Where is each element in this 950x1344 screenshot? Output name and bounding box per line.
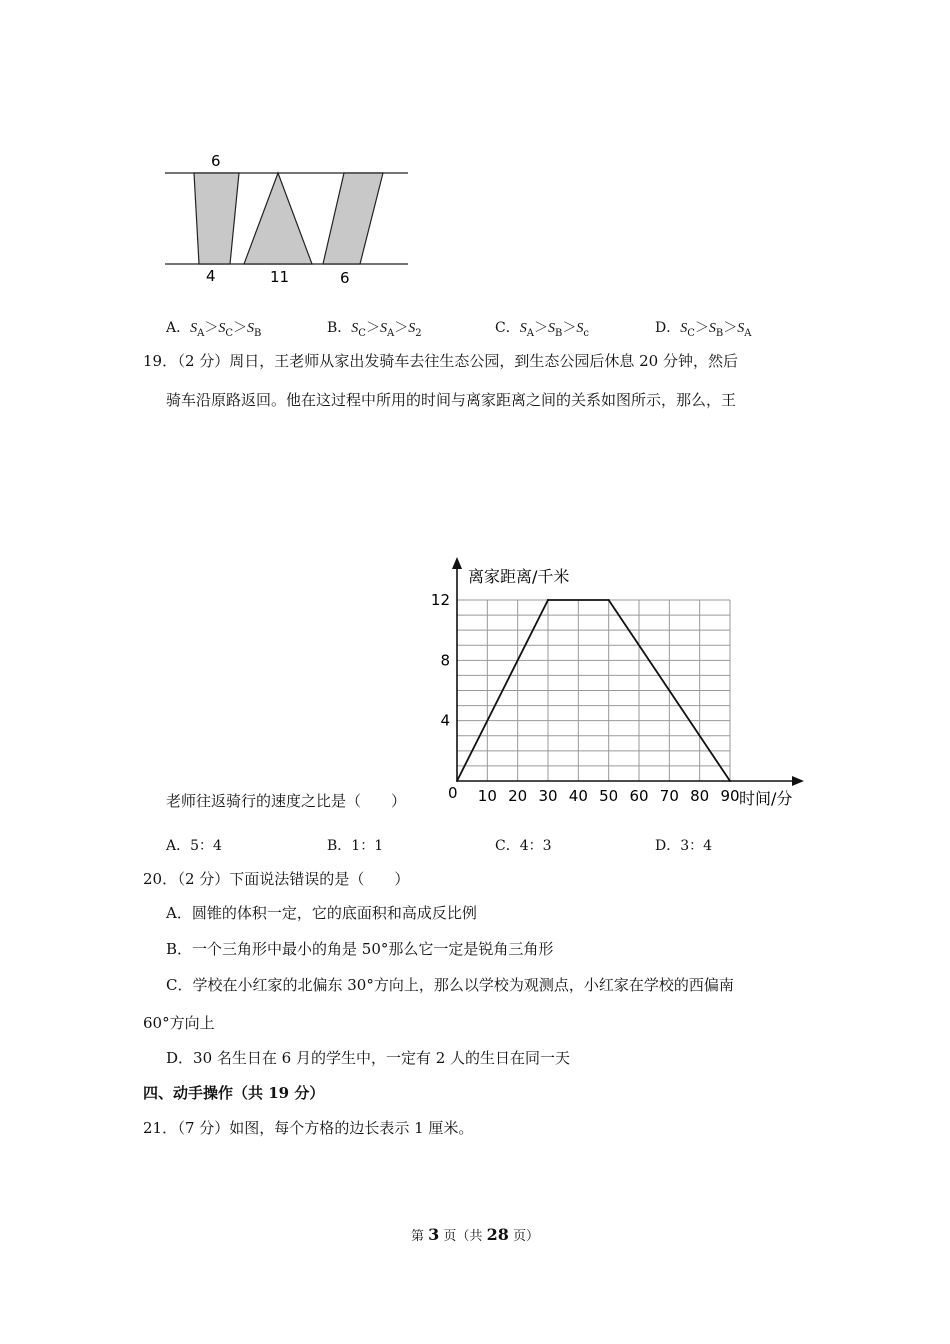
section-4-title: 四、动手操作（共 19 分） (143, 1084, 325, 1102)
y-axis-label: 离家距离/千米 (468, 567, 570, 586)
q18-option-c: C．$S_A>S_B>S_c$ (495, 320, 589, 339)
q19-option-a: A．5：4 (166, 838, 222, 854)
shape-a (194, 173, 239, 264)
distance-time-chart (430, 555, 810, 815)
q18-option-b: B．$S_C>S_A>S_2$ (327, 320, 422, 339)
data-point (729, 780, 731, 782)
q20-option-d: D．30 名生日在 6 月的学生中，一定有 2 人的生日在同一天 (166, 1049, 571, 1067)
x-tick-label: 20 (508, 787, 528, 805)
label-bottom-a: 4 (206, 267, 216, 285)
x-tick-label: 80 (690, 787, 710, 805)
page-footer: 第 3 页（共 28 页） (411, 1225, 539, 1244)
shape-c (323, 173, 383, 264)
q18-figure (160, 145, 420, 290)
shape-b (244, 173, 312, 264)
y-axis-arrow (452, 557, 462, 569)
q19-line-3: 老师往返骑行的速度之比是（ ） (166, 792, 407, 810)
q20-option-a: A．圆锥的体积一定，它的底面积和高成反比例 (166, 904, 477, 922)
current-page: 3 (428, 1225, 440, 1244)
y-tick-label: 12 (430, 591, 450, 609)
x-axis-label: 时间/分 (739, 789, 793, 808)
label-bottom-b: 11 (270, 268, 290, 286)
q19-line-1: （2 分）周日，王老师从家出发骑车去往生态公园，到生态公园后休息 20 分钟，然后 (170, 352, 738, 370)
q20-option-b: B．一个三角形中最小的角是 50°那么它一定是锐角三角形 (166, 940, 554, 958)
q19-option-d: D．3：4 (655, 838, 713, 854)
q19-option-b: B．1：1 (327, 838, 384, 854)
x-tick-label: 50 (599, 787, 619, 805)
q21-number: 21． (143, 1119, 178, 1137)
origin-label: 0 (448, 784, 458, 802)
q19-option-c: C．4：3 (495, 838, 552, 854)
q19-line-2: 骑车沿原路返回。他在这过程中所用的时间与离家距离之间的关系如图所示，那么，王 (166, 391, 737, 409)
q20-option-c-line-2: 60°方向上 (143, 1014, 215, 1032)
x-tick-label: 40 (568, 787, 588, 805)
y-tick-label: 8 (440, 651, 450, 670)
data-point (547, 599, 549, 601)
data-point (608, 599, 610, 601)
x-tick-label: 30 (538, 787, 558, 805)
q20-number: 20． (143, 870, 178, 888)
q20-stem: （2 分）下面说法错误的是（ ） (170, 870, 410, 888)
data-point (456, 780, 458, 782)
q21-stem: （7 分）如图，每个方格的边长表示 1 厘米。 (170, 1119, 474, 1137)
label-bottom-c: 6 (340, 269, 350, 287)
q20-option-c-line-1: C．学校在小红家的北偏东 30°方向上，那么以学校为观测点，小红家在学校的西偏南 (166, 976, 734, 994)
total-pages: 28 (486, 1225, 509, 1244)
q19-number: 19． (143, 352, 178, 370)
x-tick-label: 10 (477, 787, 497, 805)
y-tick-label: 4 (440, 711, 450, 730)
x-tick-label: 60 (629, 787, 649, 805)
label-top: 6 (211, 152, 221, 170)
x-tick-label: 70 (659, 787, 679, 805)
q18-option-a: A．$S_A>S_C>S_B$ (166, 320, 262, 339)
x-tick-label: 90 (720, 787, 740, 805)
x-axis-arrow (792, 776, 804, 786)
q18-option-d: D．$S_C>S_B>S_A$ (655, 320, 752, 339)
